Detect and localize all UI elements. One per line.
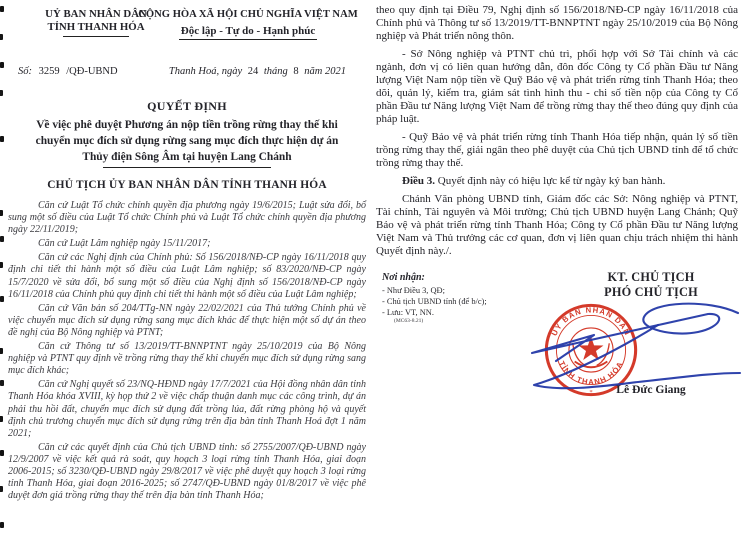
dateline (169, 66, 346, 77)
title-rule (103, 167, 271, 168)
responsibility-paragraph-2: - Quỹ Bảo vệ và phát triển rừng tỉnh Thanh Hóa tiếp nhận, quản lý số tiền trồng rừng thay thế, giải ngân theo phê duyệt của Chủ tịch UBND tỉnh để tổ chức trồng rừng thay thế. (376, 131, 738, 169)
stamp-text-top: ỦY BAN NHÂN DÂN (549, 305, 633, 338)
recital-paragraph: Căn cứ Thông tư số 13/2019/TT-BNNPTNT ngày 25/10/2019 của Bộ Nông nghiệp và PTNT quy định về trồng rừng thay thế khi chuyển mục đích sử dụng rừng sang mục đích khác; (8, 341, 366, 377)
decision-subtitle-line1: Về việc phê duyệt Phương án nộp tiền trồng rừng thay thế khi (36, 119, 338, 131)
signature-position: PHÓ CHỦ TỊCH (604, 285, 698, 299)
recipients-label: Nơi nhận: (382, 272, 425, 283)
dateline-month-word: tháng (263, 66, 288, 77)
left-page (8, 0, 366, 548)
right-page (376, 0, 738, 548)
signature-on-behalf: KT. CHỦ TỊCH (607, 270, 695, 284)
org-name-line1: UỶ BAN NHÂN DÂN (45, 8, 147, 20)
signer-name: Lê Đức Giang (616, 383, 686, 396)
doc-number-suffix: /QĐ-UBND (66, 66, 118, 77)
org-name-line2: TỈNH THANH HÓA (47, 21, 145, 33)
right-page-body (376, 0, 738, 258)
continuation-paragraph: theo quy định tại Điều 79, Nghị định số 156/2018/NĐ-CP ngày 16/11/2018 của Chính phủ và Thông tư số 13/2019/TT-BNNPTNT ngày 25/10/2019 của Bộ Nông nghiệp và Phát triển nông thôn. (376, 4, 738, 42)
implementation-paragraph: Chánh Văn phòng UBND tỉnh, Giám đốc các Sở: Nông nghiệp và PTNT, Tài chính, Tài nguyên và Môi trường; Chủ tịch UBND huyện Lang Chánh; Quỹ Bảo vệ và phát triển rừng tỉnh Thanh Hóa; Công ty Cổ phần Đầu tư Năng lượng Việt Nam và Thủ trưởng các cơ quan, đơn vị liên quan chịu trách nhiệm thi hành Quyết định này./. (376, 193, 738, 257)
recital-paragraph: Căn cứ Luật Tổ chức chính quyền địa phương ngày 19/6/2015; Luật sửa đổi, bổ sung một số điều của Luật Tổ chức Chính phủ và Luật Tổ chức chính quyền địa phương ngày 22/11/2019; (8, 200, 366, 236)
national-header-block (126, 8, 370, 40)
decision-subtitle-line3: Thủy điện Sông Âm tại huyện Lang Chánh (82, 151, 292, 163)
recipients-code: (MC63-8.21) (394, 318, 424, 324)
article-3-text: Quyết định này có hiệu lực kể từ ngày ký ban hành. (435, 175, 666, 187)
stamp-separator-star: * (589, 389, 593, 397)
recipient-item: - Lưu: VT, NN. (382, 308, 434, 317)
document-number (18, 66, 118, 77)
recital-paragraph: Căn cứ Luật Lâm nghiệp ngày 15/11/2017; (38, 238, 211, 250)
dateline-prefix: Thanh Hoá, ngày (168, 66, 243, 77)
recital-paragraph: Căn cứ các Nghị định của Chính phủ: Số 156/2018/NĐ-CP ngày 16/11/2018 quy định chi tiết thi hành một số điều của Luật Lâm nghiệp; số 83/2020/NĐ-CP ngày 15/7/2020 về sửa đổi, bổ sung một số điều của Nghị định số 156/2018/NĐ-CP ngày 16/11/2018 của Chính phủ quy định chi tiết thi hành một số điều của Luật Lâm nghiệp; (8, 252, 366, 300)
responsibility-paragraph-1: - Sở Nông nghiệp và PTNT chủ trì, phối hợp với Sở Tài chính và các ngành, đơn vị có liên quan hướng dẫn, đôn đốc Công ty Cổ phần Đầu tư Năng lượng Việt Nam nộp tiền về Quỹ Bảo vệ và phát triển rừng tỉnh Thanh Hóa; theo dõi, quản lý, kiểm tra, giám sát tình hình thu - chi số tiền nộp của Công ty Cổ phần Đầu tư Năng lượng Việt Nam để trồng rừng thay thế theo đúng quy định của pháp luật. (376, 48, 738, 125)
recital-paragraph: Căn cứ Nghị quyết số 23/NQ-HĐND ngày 17/7/2021 của Hội đồng nhân dân tỉnh Thanh Hóa khóa XVIII, kỳ họp thứ 2 về việc chấp thuận danh mục các công trình, dự án phải thu hồi đất, chuyển mục đích sử dụng đất trồng lúa, đất rừng phòng hộ và quyết định chủ trương chuyển mục đích sử dụng rừng trên địa bàn tỉnh Thanh Hoá đợt 1 năm 2021; (8, 379, 366, 439)
decision-subtitle (8, 117, 366, 165)
decision-subtitle-line2: chuyển mục đích sử dụng rừng sang mục đích thực hiện dự án (35, 135, 339, 147)
doc-number-label: Số: (18, 66, 32, 77)
doc-number-value: 3259 (38, 66, 60, 77)
recipient-item: - Như Điều 3, QĐ; (382, 286, 445, 295)
document-header (8, 8, 366, 64)
article-3-label: Điều 3. (402, 175, 435, 187)
dateline-month: 8 (293, 66, 299, 77)
decision-title: QUYẾT ĐỊNH (147, 99, 227, 113)
org-header-rule (63, 36, 129, 37)
article-3-paragraph (376, 175, 738, 188)
recital-paragraph: Căn cứ Văn bản số 204/TTg-NN ngày 22/02/2021 của Thủ tướng Chính phủ về việc chuyển mục đích sử dụng rừng sang mục đích khác để thực hiện một số dự án theo đề nghị của Bộ Nông nghiệp và PTNT; (8, 302, 366, 338)
scan-edge-artifacts (0, 6, 4, 12)
authority-heading: CHỦ TỊCH ỦY BAN NHÂN DÂN TỈNH THANH HÓA (47, 179, 327, 191)
recitals-section (8, 200, 366, 502)
recital-paragraph: Căn cứ các quyết định của Chủ tịch UBND tỉnh: số 2755/2007/QĐ-UBND ngày 12/9/2007 về việc kết quả rà soát, quy hoạch 3 loại rừng tỉnh Thanh Hóa, giai đoạn 2006-2015; số 3230/QĐ-UBND ngày 29/8/2017 về việc phê duyệt quy hoạch 3 loại rừng tỉnh Thanh Hóa, giai đoạn 2016-2025; số 2747/QĐ-UBND ngày 01/8/2017 về việc phê duyệt đơn giá trồng rừng thay thế trên địa bàn tỉnh Thanh Hóa; (8, 441, 366, 502)
dateline-suffix: năm 2021 (304, 66, 346, 77)
dateline-day: 24 (247, 66, 259, 77)
national-motto: Độc lập - Tự do - Hạnh phúc (179, 24, 317, 40)
stamp-text-bottom: TỈNH THANH HÓA (556, 359, 626, 387)
reference-row (8, 66, 366, 77)
recipient-item: - Chủ tịch UBND tỉnh (để b/c); (382, 297, 487, 306)
national-title: CỘNG HÒA XÃ HỘI CHỦ NGHĨA VIỆT NAM (138, 9, 358, 20)
